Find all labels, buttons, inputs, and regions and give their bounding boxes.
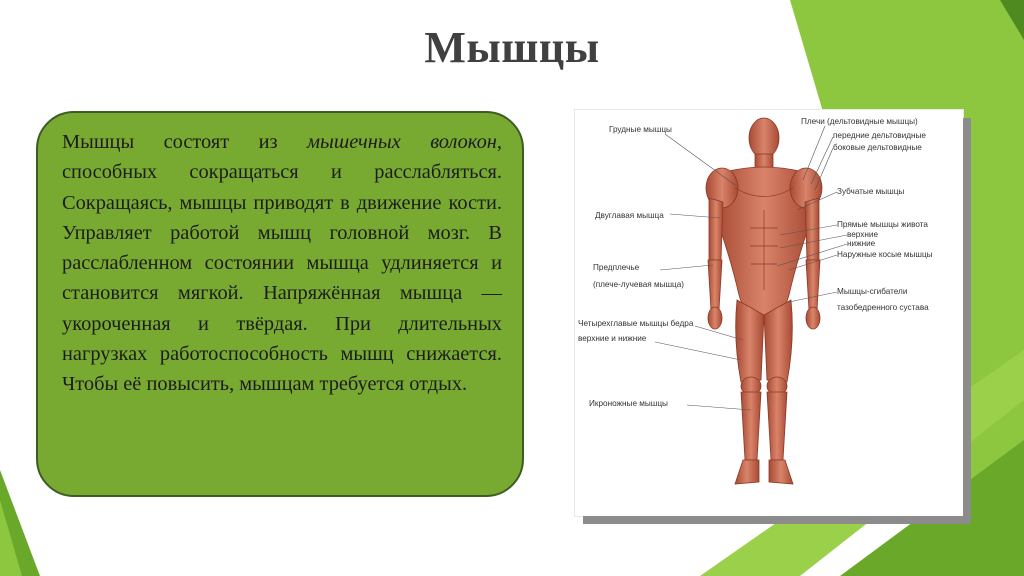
label-forearm-sub: (плече-лучевая мышца) bbox=[593, 280, 685, 289]
body-text-emphasis: мышечных волокон bbox=[307, 131, 497, 153]
body-paragraph bbox=[62, 127, 502, 400]
label-forearm: Предплечье bbox=[593, 263, 640, 272]
left-hand-shape bbox=[708, 307, 722, 329]
left-lower-leg-shape bbox=[741, 392, 761, 460]
label-calf: Икроножные мышцы bbox=[589, 399, 668, 408]
left-thigh-shape bbox=[736, 300, 764, 382]
left-foot-shape bbox=[735, 460, 759, 484]
left-upper-arm-shape bbox=[709, 198, 723, 260]
label-hip-flexors: Мышцы-сгибатели bbox=[837, 287, 908, 296]
label-serratus: Зубчатые мышцы bbox=[837, 187, 905, 196]
label-biceps: Двуглавая мышца bbox=[595, 211, 664, 220]
label-abs-upper: верхние bbox=[847, 230, 879, 239]
right-foot-shape bbox=[769, 460, 793, 484]
label-obliques: Наружные косые мышцы bbox=[837, 250, 933, 259]
left-forearm-shape bbox=[708, 260, 722, 310]
right-hand-shape bbox=[806, 307, 820, 329]
right-lower-leg-shape bbox=[767, 392, 787, 460]
right-thigh-shape bbox=[764, 300, 792, 382]
right-forearm-shape bbox=[806, 260, 820, 310]
label-shoulders: Плечи (дельтовидные мышцы) bbox=[801, 117, 918, 126]
label-quadriceps: Четырехглавые мышцы бедра bbox=[578, 319, 694, 328]
label-deltoid-side: боковые дельтовидные bbox=[833, 143, 922, 152]
slide-title: Мышцы bbox=[424, 23, 600, 72]
head-shape bbox=[749, 118, 779, 158]
label-abs-lower: нижние bbox=[847, 239, 876, 248]
body-text-part-1: Мышцы состоят из bbox=[62, 131, 308, 153]
anatomy-figure bbox=[575, 110, 963, 516]
label-abs: Прямые мышцы живота bbox=[837, 220, 928, 229]
right-upper-arm-shape bbox=[805, 198, 819, 260]
human-body-illustration bbox=[706, 118, 822, 484]
text-box bbox=[36, 111, 524, 497]
label-chest: Грудные мышцы bbox=[609, 125, 672, 134]
label-deltoid-front: передние дельтовидные bbox=[833, 131, 926, 140]
label-quadriceps-sub: верхние и нижние bbox=[578, 334, 647, 343]
body-text-part-2: , способных сокращаться и расслабляться. Сокращаясь, мышцы приводят в движение кости. Управляет работой мышц головной мозг. В расслабленном состоянии мышца удлиняется и становится мягкой. Напряжённая мышца — укороченная и твёрдая. При длительных нагрузках работоспособность мышц снижается. Чтобы её повысить, мышцам требуется отдых. bbox=[62, 131, 502, 396]
muscle-diagram bbox=[575, 110, 963, 516]
label-hip-flexors-sub: тазобедренного сустава bbox=[837, 303, 929, 312]
